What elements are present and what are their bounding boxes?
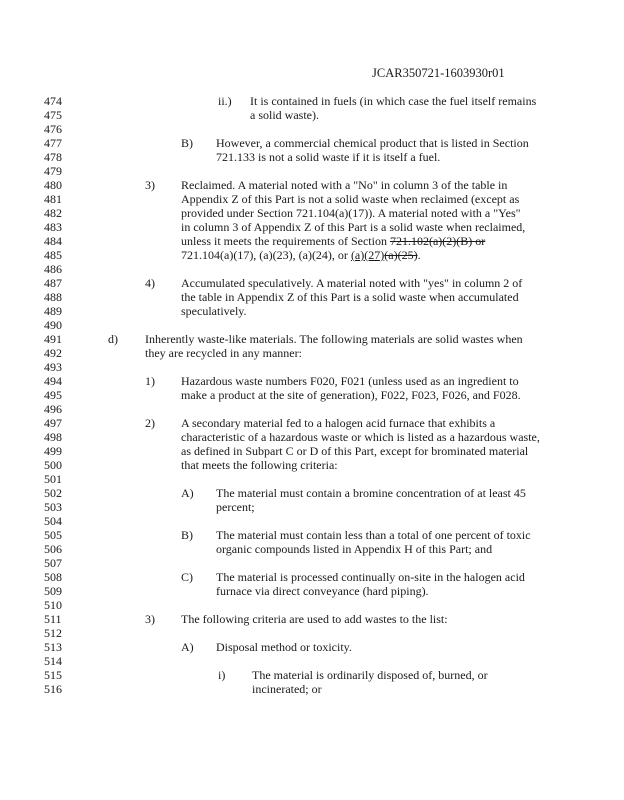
paragraph-line: they are recycled in any manner: [145,346,302,360]
line-number: 479 [44,164,62,178]
inserted-text: (a)(27) [350,248,385,262]
line-number: 476 [44,122,62,136]
paragraph-line: furnace via direct conveyance (hard piping). [216,584,429,598]
line-number: 502 [44,486,62,500]
paragraph-line: incinerated; or [252,682,322,696]
item-label: 4) [145,276,155,290]
line-number: 503 [44,500,62,514]
line-number: 510 [44,598,62,612]
line-number: 494 [44,374,62,388]
line-number: 477 [44,136,62,150]
item-label: 3) [145,178,155,192]
line-number: 484 [44,234,62,248]
line-number: 499 [44,444,62,458]
line-number: 501 [44,472,62,486]
line-number: 509 [44,584,62,598]
line-number: 498 [44,430,62,444]
line-number: 487 [44,276,62,290]
paragraph-line [181,234,485,248]
line-number: 491 [44,332,62,346]
paragraph-line: Accumulated speculatively. A material noted with "yes" in column 2 of [181,276,523,290]
line-number: 490 [44,318,62,332]
line-number: 496 [44,402,62,416]
line-number: 483 [44,220,62,234]
line-number: 497 [44,416,62,430]
item-label: i) [218,668,226,682]
line-number: 512 [44,626,62,640]
line-number: 516 [44,682,62,696]
paragraph-line: organic compounds listed in Appendix H of this Part; and [216,542,493,556]
paragraph-line: provided under Section 721.104(a)(17)). A material noted with a "Yes" [181,206,521,220]
line-number: 504 [44,514,62,528]
line-number: 506 [44,542,62,556]
paragraph-line: A secondary material fed to a halogen acid furnace that exhibits a [181,416,496,430]
paragraph-line [181,248,421,262]
line-number: 493 [44,360,62,374]
line-number: 492 [44,346,62,360]
paragraph-line: Disposal method or toxicity. [216,640,352,654]
item-label: 2) [145,416,155,430]
paragraph-line: in column 3 of Appendix Z of this Part is a solid waste when reclaimed, [181,220,526,234]
line-number: 515 [44,668,62,682]
paragraph-line: Appendix Z of this Part is not a solid waste when reclaimed (except as [181,192,520,206]
line-number: 513 [44,640,62,654]
paragraph-line: However, a commercial chemical product that is listed in Section [216,136,529,150]
line-number: 482 [44,206,62,220]
paragraph-line: speculatively. [181,304,247,318]
paragraph-line: Reclaimed. A material noted with a "No" in column 3 of the table in [181,178,508,192]
line-number: 475 [44,108,62,122]
item-label: B) [181,528,193,542]
deleted-text: 721.102(a)(2)(B) or [389,234,486,248]
line-number: 511 [44,612,62,626]
paragraph-line: Hazardous waste numbers F020, F021 (unless used as an ingredient to [181,374,519,388]
paragraph-line: characteristic of a hazardous waste or which is listed as a hazardous waste, [181,430,540,444]
item-label: A) [181,486,194,500]
item-label: C) [181,570,193,584]
line-number: 507 [44,556,62,570]
line-number: 505 [44,528,62,542]
paragraph-line: The material is processed continually on-site in the halogen acid [216,570,525,584]
item-label: B) [181,136,193,150]
paragraph-line: as defined in Subpart C or D of this Part, except for brominated material [181,444,529,458]
paragraph-line: the table in Appendix Z of this Part is a solid waste when accumulated [181,290,519,304]
item-label: 3) [145,612,155,626]
item-label: A) [181,640,194,654]
paragraph-line: percent; [216,500,255,514]
paragraph-line: The material must contain less than a total of one percent of toxic [216,528,531,542]
paragraph-line: a solid waste). [250,108,319,122]
line-number: 481 [44,192,62,206]
paragraph-line: Inherently waste-like materials. The following materials are solid wastes when [145,332,523,346]
line-number: 485 [44,248,62,262]
line-number: 495 [44,388,62,402]
document-id: JCAR350721-1603930r01 [372,66,505,80]
item-label: 1) [145,374,155,388]
line-text: 721.104(a)(17), (a)(23), (a)(24), or [181,248,351,262]
line-number: 489 [44,304,62,318]
line-text: . [417,248,421,262]
item-label: d) [108,332,118,346]
line-text: unless it meets the requirements of Section [181,234,390,248]
paragraph-line: It is contained in fuels (in which case the fuel itself remains [250,94,537,108]
line-number: 500 [44,458,62,472]
line-number: 508 [44,570,62,584]
paragraph-line: The material must contain a bromine concentration of at least 45 [216,486,526,500]
paragraph-line: 721.133 is not a solid waste if it is itself a fuel. [216,150,441,164]
line-number: 480 [44,178,62,192]
line-number: 486 [44,262,62,276]
paragraph-line: The material is ordinarily disposed of, burned, or [252,668,488,682]
line-number: 488 [44,290,62,304]
deleted-text: (a)(25) [384,248,418,262]
item-label: ii.) [218,94,232,108]
line-number: 474 [44,94,62,108]
paragraph-line: that meets the following criteria: [181,458,338,472]
line-number: 514 [44,654,62,668]
paragraph-line: The following criteria are used to add wastes to the list: [181,612,448,626]
paragraph-line: make a product at the site of generation), F022, F023, F026, and F028. [181,388,521,402]
line-number: 478 [44,150,62,164]
